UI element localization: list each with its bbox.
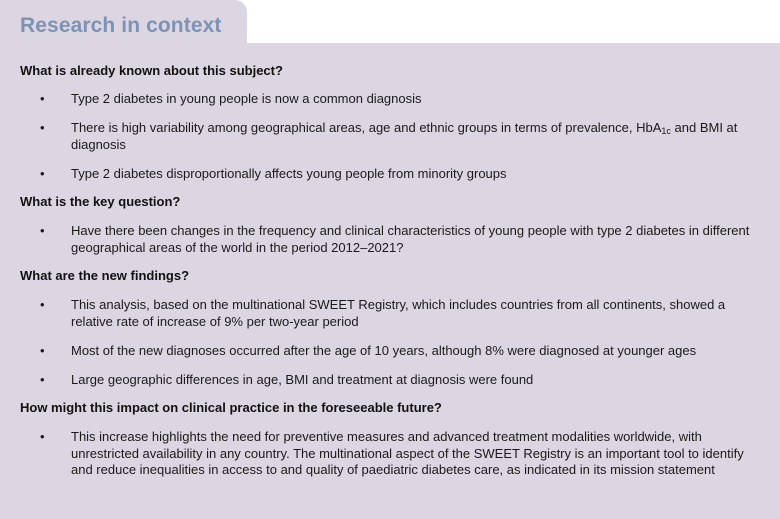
section-heading-key-question: What is the key question? bbox=[20, 194, 181, 209]
bullet-text: This increase highlights the need for preventive measures and advanced treatment modalities worldwide, with unrestricted availability in any country. The multinational aspect of the SWEET Registry is an important tool to identify and reduce inequalities in access to and quality of paediatric diabetes care, as indicated in its mission statement bbox=[71, 429, 744, 477]
bullet-dot: • bbox=[40, 372, 45, 387]
bullet-text: Most of the new diagnoses occurred after the age of 10 years, although 8% were diagnosed at younger ages bbox=[71, 343, 697, 358]
bullet-text: Type 2 diabetes in young people is now a common diagnosis bbox=[71, 91, 422, 106]
bullet-dot: • bbox=[40, 297, 45, 312]
bullet-dot: • bbox=[40, 91, 45, 106]
bullet-dot: • bbox=[40, 166, 45, 181]
section-heading-new-findings: What are the new findings? bbox=[20, 268, 190, 283]
bullet-dot: • bbox=[40, 223, 45, 238]
box-title: Research in context bbox=[20, 14, 222, 37]
bullet-dot: • bbox=[40, 429, 45, 444]
bullet-text: Type 2 diabetes disproportionally affects young people from minority groups bbox=[71, 166, 507, 181]
bullet-text: This analysis, based on the multinational SWEET Registry, which includes countries from all continents, showed a relative rate of increase of 9% per two-year period bbox=[71, 297, 726, 329]
section-heading-known: What is already known about this subject? bbox=[20, 63, 283, 78]
bullet-text: Have there been changes in the frequency and clinical characteristics of young people with type 2 diabetes in different geographical areas of the world in the period 2012–2021? bbox=[71, 223, 750, 255]
content-panel bbox=[0, 43, 780, 519]
bullet-text: There is high variability among geographical areas, age and ethnic groups in terms of prevalence, HbA$_{1c}$ and BMI at diagnosis bbox=[71, 120, 738, 152]
bullet-dot: • bbox=[40, 343, 45, 358]
section-heading-impact: How might this impact on clinical practice in the foreseeable future? bbox=[20, 400, 442, 415]
bullet-text: Large geographic differences in age, BMI and treatment at diagnosis were found bbox=[71, 372, 534, 387]
bullet-dot: • bbox=[40, 120, 45, 135]
title-tab bbox=[0, 0, 247, 44]
